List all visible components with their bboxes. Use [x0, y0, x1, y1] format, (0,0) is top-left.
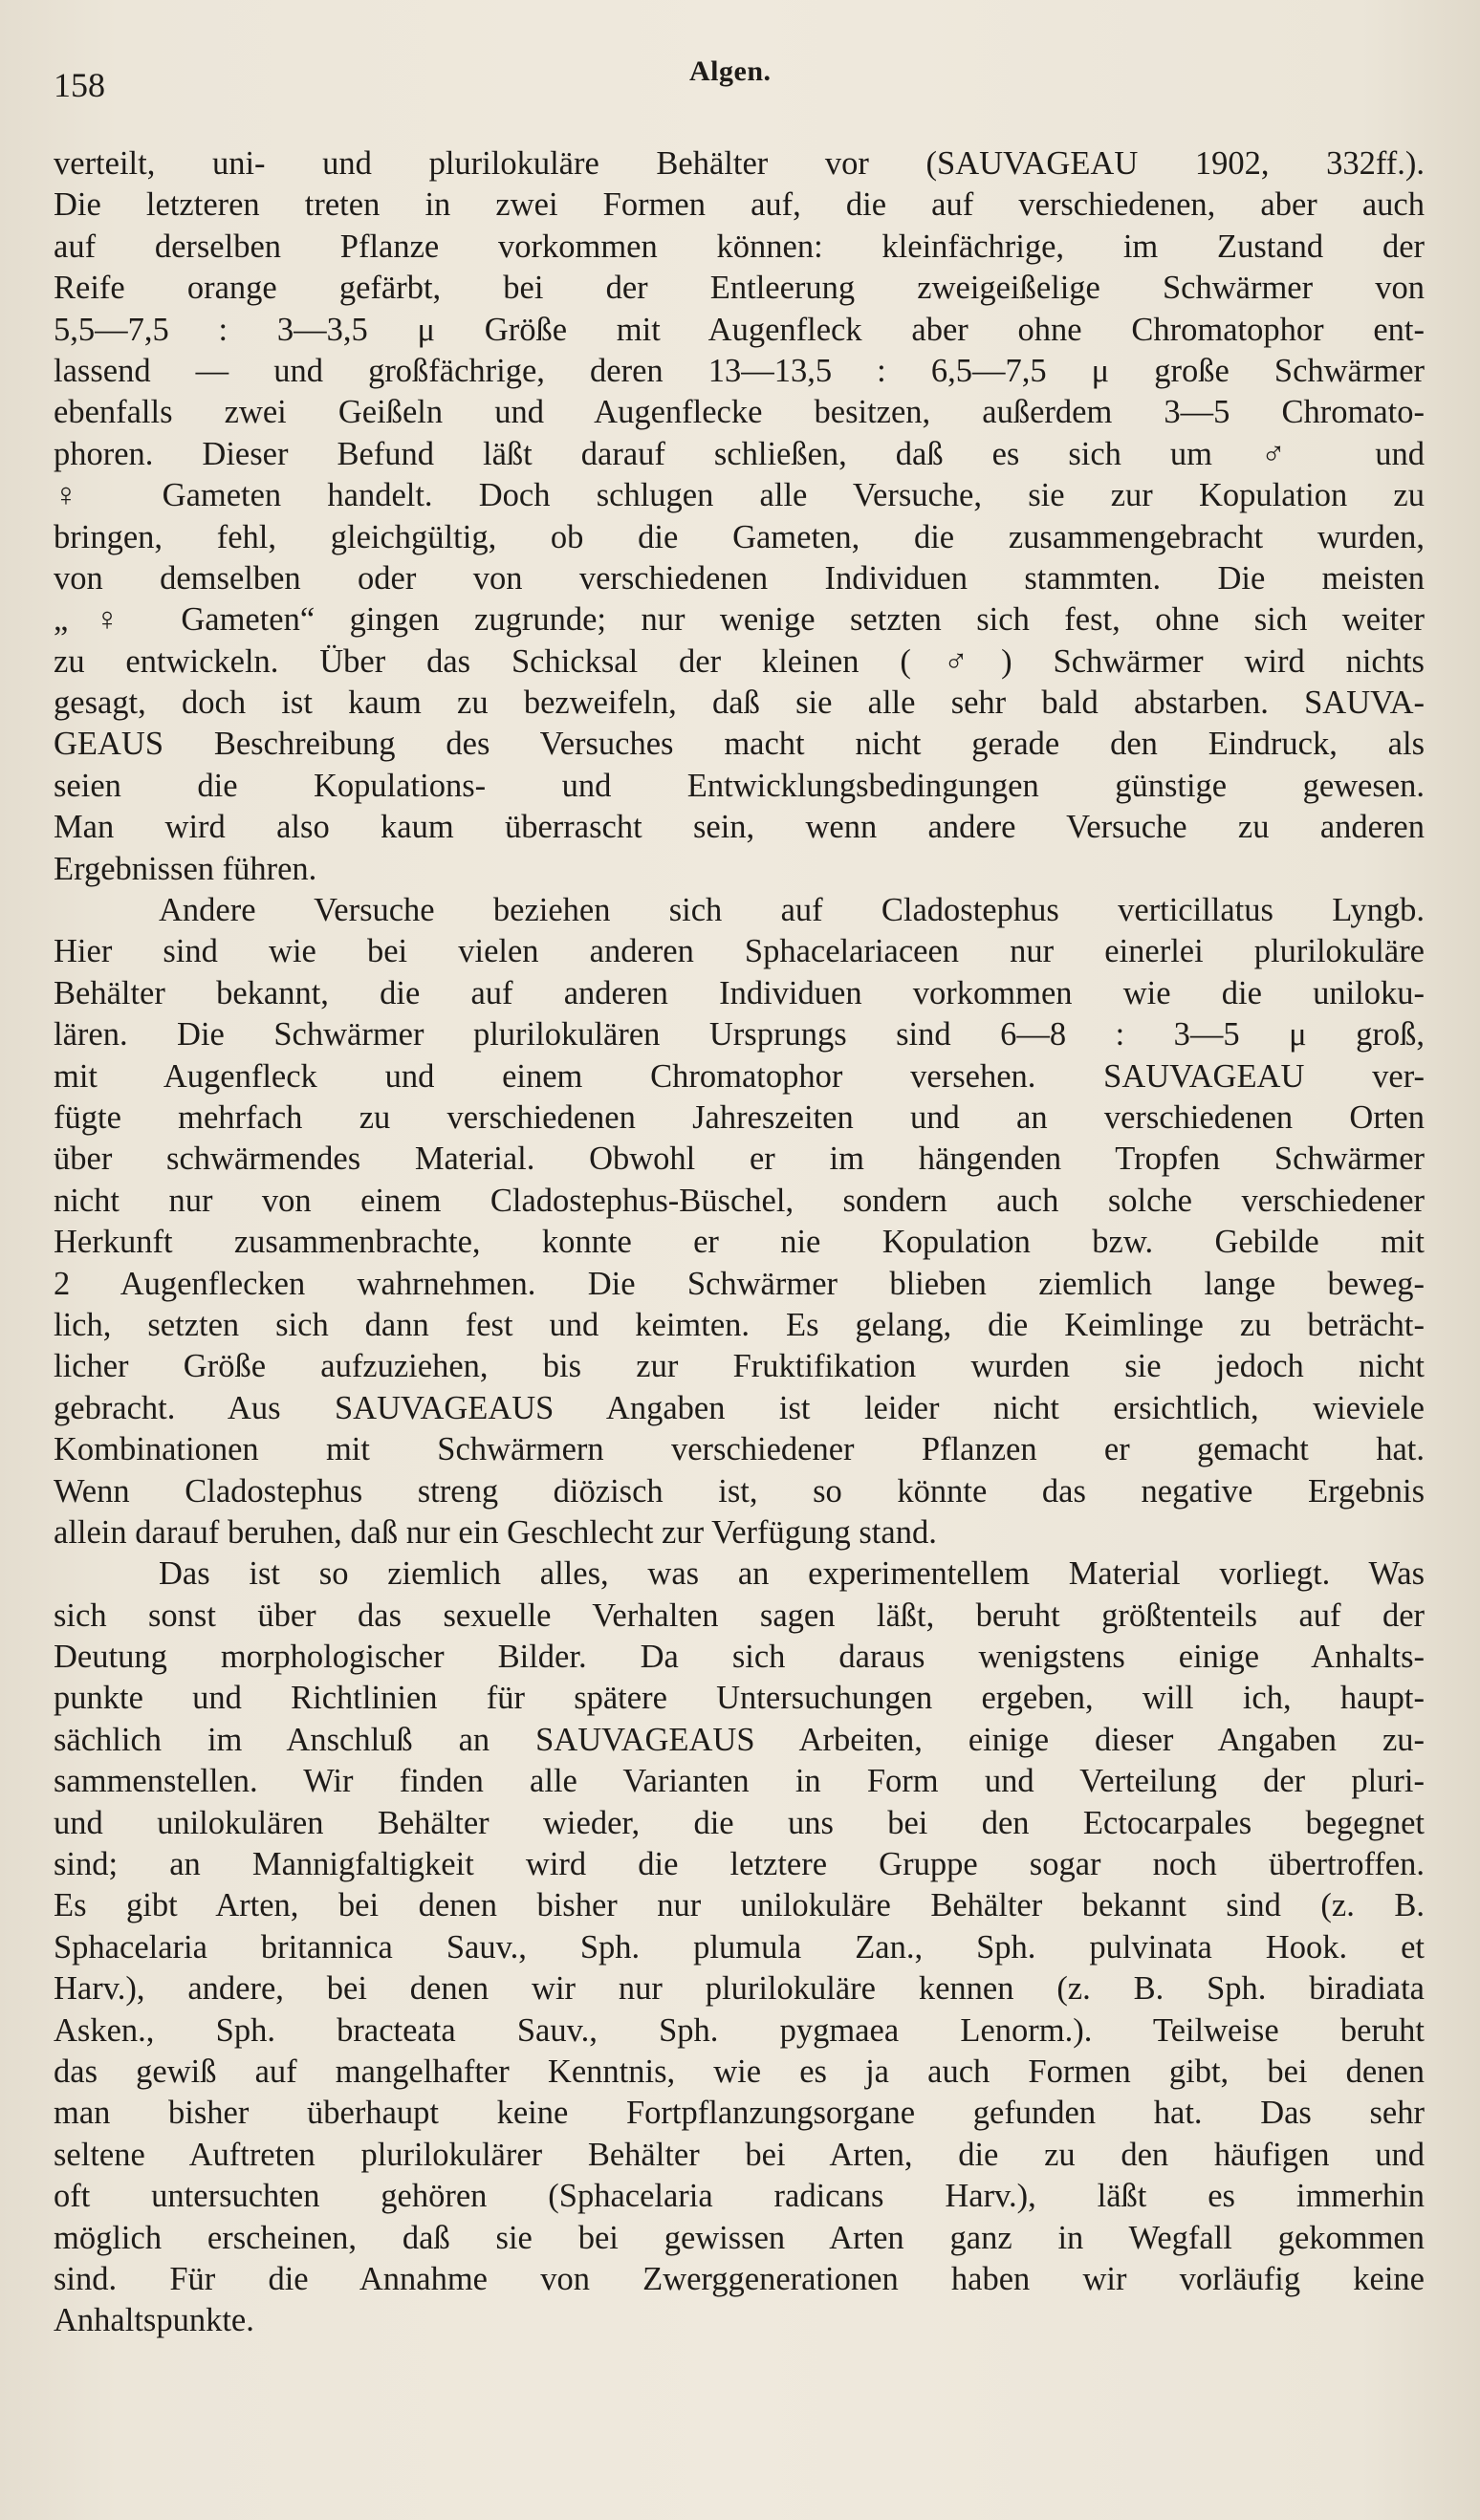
text-line: lich, setzten sich dann fest und keimten. Es gelang, die Keimlinge zu beträcht- [54, 1306, 1425, 1343]
text-line: sind. Für die Annahme von Zwerggenerationen haben wir vorläufig keine [54, 2260, 1425, 2297]
text-line: man bisher überhaupt keine Fortpflanzungsorgane gefunden hat. Das sehr [54, 2095, 1425, 2132]
text-line: seltene Auftreten plurilokulärer Behälter bei Arten, die zu den häufigen und [54, 2136, 1425, 2173]
text-line: Das ist so ziemlich alles, was an experimentellem Material vorliegt. Was [159, 1555, 1425, 1593]
page-header [54, 54, 1423, 111]
text-line: Die letzteren treten in zwei Formen auf, die auf verschiedenen, aber auch [54, 186, 1425, 224]
text-line: Herkunft zusammenbrachte, konnte er nie Kopulation bzw. Gebilde mit [54, 1224, 1425, 1261]
text-line: „♀ Gameten“ gingen zugrunde; nur wenige setzten sich fest, ohne sich weiter [54, 601, 1425, 639]
text-line: Man wird also kaum überrascht sein, wenn andere Versuche zu anderen [54, 809, 1425, 846]
text-line: Anhaltspunkte. [54, 2302, 254, 2339]
text-line: Kombinationen mit Schwärmern verschiedener Pflanzen er gemacht hat. [54, 1431, 1425, 1468]
text-line: von demselben oder von verschiedenen Individuen stammten. Die meisten [54, 559, 1425, 597]
text-line: gebracht. Aus SAUVAGEAUS Angaben ist leider nicht ersichtlich, wieviele [54, 1389, 1425, 1426]
text-line: Wenn Cladostephus streng diözisch ist, so könnte das negative Ergebnis [54, 1472, 1425, 1510]
text-line: sammenstellen. Wir finden alle Varianten in Form und Verteilung der pluri- [54, 1763, 1425, 1800]
text-line: oft untersuchten gehören (Sphacelaria radicans Harv.), läßt es immerhin [54, 2178, 1425, 2215]
text-line: ebenfalls zwei Geißeln und Augenflecke besitzen, außerdem 3—5 Chromato- [54, 394, 1425, 431]
text-line: zu entwickeln. Über das Schicksal der kleinen (♂) Schwärmer wird nichts [54, 642, 1425, 680]
text-line: seien die Kopulations- und Entwicklungsbedingungen günstige gewesen. [54, 767, 1425, 804]
text-line: allein darauf beruhen, daß nur ein Geschlecht zur Verfügung stand. [54, 1513, 937, 1551]
body-text [54, 143, 1425, 2342]
text-line: 5,5—7,5 : 3—3,5 μ Größe mit Augenfleck aber ohne Chromatophor ent- [54, 311, 1425, 348]
page-number: 158 [54, 66, 105, 104]
text-line: Behälter bekannt, die auf anderen Individuen vorkommen wie die uniloku- [54, 974, 1425, 1011]
text-line: sächlich im Anschluß an SAUVAGEAUS Arbeiten, einige dieser Angaben zu- [54, 1721, 1425, 1758]
text-line: bringen, fehl, gleichgültig, ob die Gameten, die zusammengebracht wurden, [54, 518, 1425, 555]
text-line: Es gibt Arten, bei denen bisher nur unilokuläre Behälter bekannt sind (z. B. [54, 1887, 1425, 1924]
text-line: Hier sind wie bei vielen anderen Sphacelariaceen nur einerlei plurilokuläre [54, 933, 1425, 970]
text-line: Reife orange gefärbt, bei der Entleerung zweigeißelige Schwärmer von [54, 270, 1425, 307]
text-line: licher Größe aufzuziehen, bis zur Fruktifikation wurden sie jedoch nicht [54, 1348, 1425, 1385]
text-line: GEAUS Beschreibung des Versuches macht nicht gerade den Eindruck, als [54, 726, 1425, 763]
text-line: und unilokulären Behälter wieder, die uns bei den Ectocarpales begegnet [54, 1804, 1425, 1841]
text-line: das gewiß auf mangelhafter Kenntnis, wie es ja auch Formen gibt, bei denen [54, 2053, 1425, 2090]
text-line: sich sonst über das sexuelle Verhalten sagen läßt, beruht größtenteils auf der [54, 1597, 1425, 1634]
text-line: sind; an Mannigfaltigkeit wird die letztere Gruppe sogar noch übertroffen. [54, 1846, 1425, 1883]
text-line: Harv.), andere, bei denen wir nur plurilokuläre kennen (z. B. Sph. biradiata [54, 1970, 1425, 2008]
running-head: Algen. [689, 55, 772, 87]
text-line: auf derselben Pflanze vorkommen können: kleinfächrige, im Zustand der [54, 228, 1425, 265]
text-line: Deutung morphologischer Bilder. Da sich daraus wenigstens einige Anhalts- [54, 1639, 1425, 1676]
text-line: verteilt, uni- und plurilokuläre Behälter vor (SAUVAGEAU 1902, 332ff.). [54, 145, 1425, 182]
text-line: gesagt, doch ist kaum zu bezweifeln, daß sie alle sehr bald abstarben. SAUVA- [54, 684, 1425, 722]
text-line: Ergebnissen führen. [54, 850, 317, 887]
text-line: mit Augenfleck und einem Chromatophor versehen. SAUVAGEAU ver- [54, 1057, 1425, 1095]
text-line: nicht nur von einem Cladostephus-Büschel, sondern auch solche verschiedener [54, 1182, 1425, 1219]
text-line: ♀ Gameten handelt. Doch schlugen alle Versuche, sie zur Kopulation zu [54, 477, 1425, 514]
text-line: möglich erscheinen, daß sie bei gewissen Arten ganz in Wegfall gekommen [54, 2219, 1425, 2256]
text-line: punkte und Richtlinien für spätere Untersuchungen ergeben, will ich, haupt- [54, 1680, 1425, 1717]
text-line: 2 Augenflecken wahrnehmen. Die Schwärmer blieben ziemlich lange beweg- [54, 1265, 1425, 1302]
text-line: Andere Versuche beziehen sich auf Cladostephus verticillatus Lyngb. [159, 892, 1425, 929]
text-line: lassend — und großfächrige, deren 13—13,5 : 6,5—7,5 μ große Schwärmer [54, 352, 1425, 389]
text-line: Sphacelaria britannica Sauv., Sph. plumula Zan., Sph. pulvinata Hook. et [54, 1928, 1425, 1966]
text-line: lären. Die Schwärmer plurilokulären Ursprungs sind 6—8 : 3—5 μ groß, [54, 1016, 1425, 1054]
text-line: Asken., Sph. bracteata Sauv., Sph. pygmaea Lenorm.). Teilweise beruht [54, 2011, 1425, 2049]
text-line: fügte mehrfach zu verschiedenen Jahreszeiten und an verschiedenen Orten [54, 1098, 1425, 1136]
text-line: phoren. Dieser Befund läßt darauf schließen, daß es sich um ♂ und [54, 435, 1425, 472]
text-line: über schwärmendes Material. Obwohl er im hängenden Tropfen Schwärmer [54, 1141, 1425, 1178]
